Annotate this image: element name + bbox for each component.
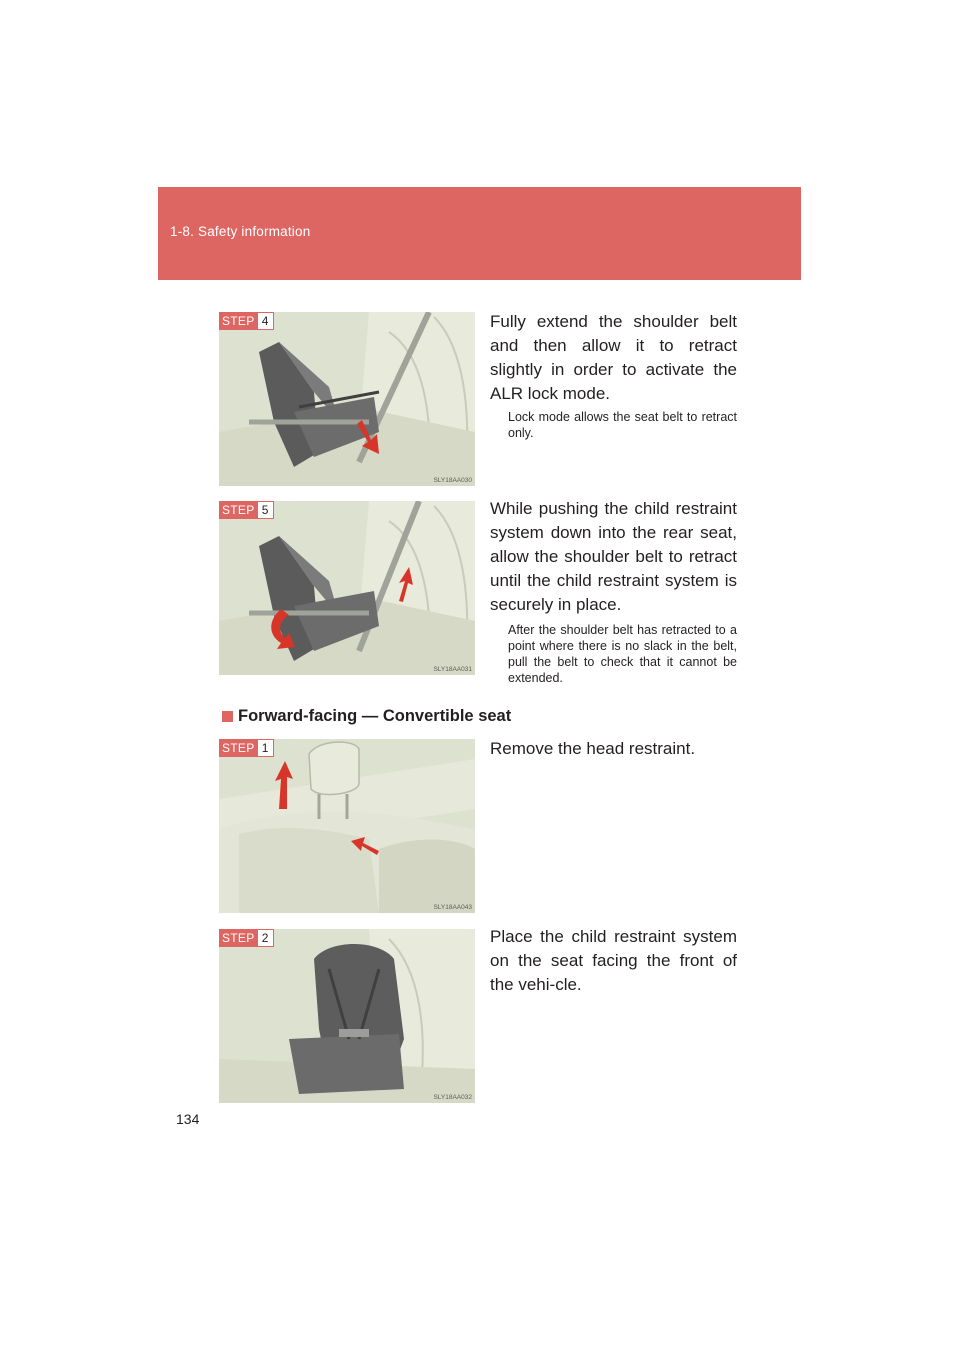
step-4-text: Fully extend the shoulder belt and then allow it to retract slightly in order to activate the ALR lock mode. (490, 312, 737, 403)
step-5-text: While pushing the child restraint system down into the rear seat, allow the shoulder belt to retract until the child restraint system is securely in place. (490, 499, 737, 614)
step-5-illustration (219, 501, 475, 675)
head-restraint-removal-drawing (219, 739, 475, 913)
step-5-note: After the shoulder belt has retracted to a point where there is no slack in the belt, pull the belt to check that it cannot be extended. (508, 623, 737, 685)
figure-code: SLY18AA031 (433, 666, 472, 673)
forward-step-2-text: Place the child restraint system on the seat facing the front of the vehi-cle. (490, 927, 737, 994)
subheading-text: Forward-facing — Convertible seat (238, 707, 512, 725)
forward-step-1-text: Remove the head restraint. (490, 739, 696, 758)
section-title: 1-8. Safety information (170, 224, 311, 239)
figure-code: SLY18AA043 (433, 904, 472, 911)
step-badge-label: STEP (219, 312, 258, 330)
step-number: 5 (258, 501, 274, 519)
step-4-illustration (219, 312, 475, 486)
step-number: 4 (258, 312, 274, 330)
step-badge-label: STEP (219, 739, 258, 757)
page-number: 134 (176, 1111, 200, 1127)
step-number: 1 (258, 739, 274, 757)
convertible-seat-drawing (219, 929, 475, 1103)
step-badge (219, 739, 274, 757)
step-2-illustration (219, 929, 475, 1103)
step-4-note: Lock mode allows the seat belt to retract only. (508, 410, 737, 440)
step-1-illustration (219, 739, 475, 913)
step-number: 2 (258, 929, 274, 947)
step-badge-label: STEP (219, 501, 258, 519)
figure-code: SLY18AA032 (433, 1094, 472, 1101)
subheading-marker (222, 711, 233, 722)
step-badge (219, 929, 274, 947)
step-badge (219, 501, 274, 519)
rear-seat-child-seat-drawing (219, 312, 475, 486)
step-badge (219, 312, 274, 330)
figure-code: SLY18AA030 (433, 477, 472, 484)
step-badge-label: STEP (219, 929, 258, 947)
rear-seat-child-seat-drawing (219, 501, 475, 675)
subheading (222, 707, 511, 726)
